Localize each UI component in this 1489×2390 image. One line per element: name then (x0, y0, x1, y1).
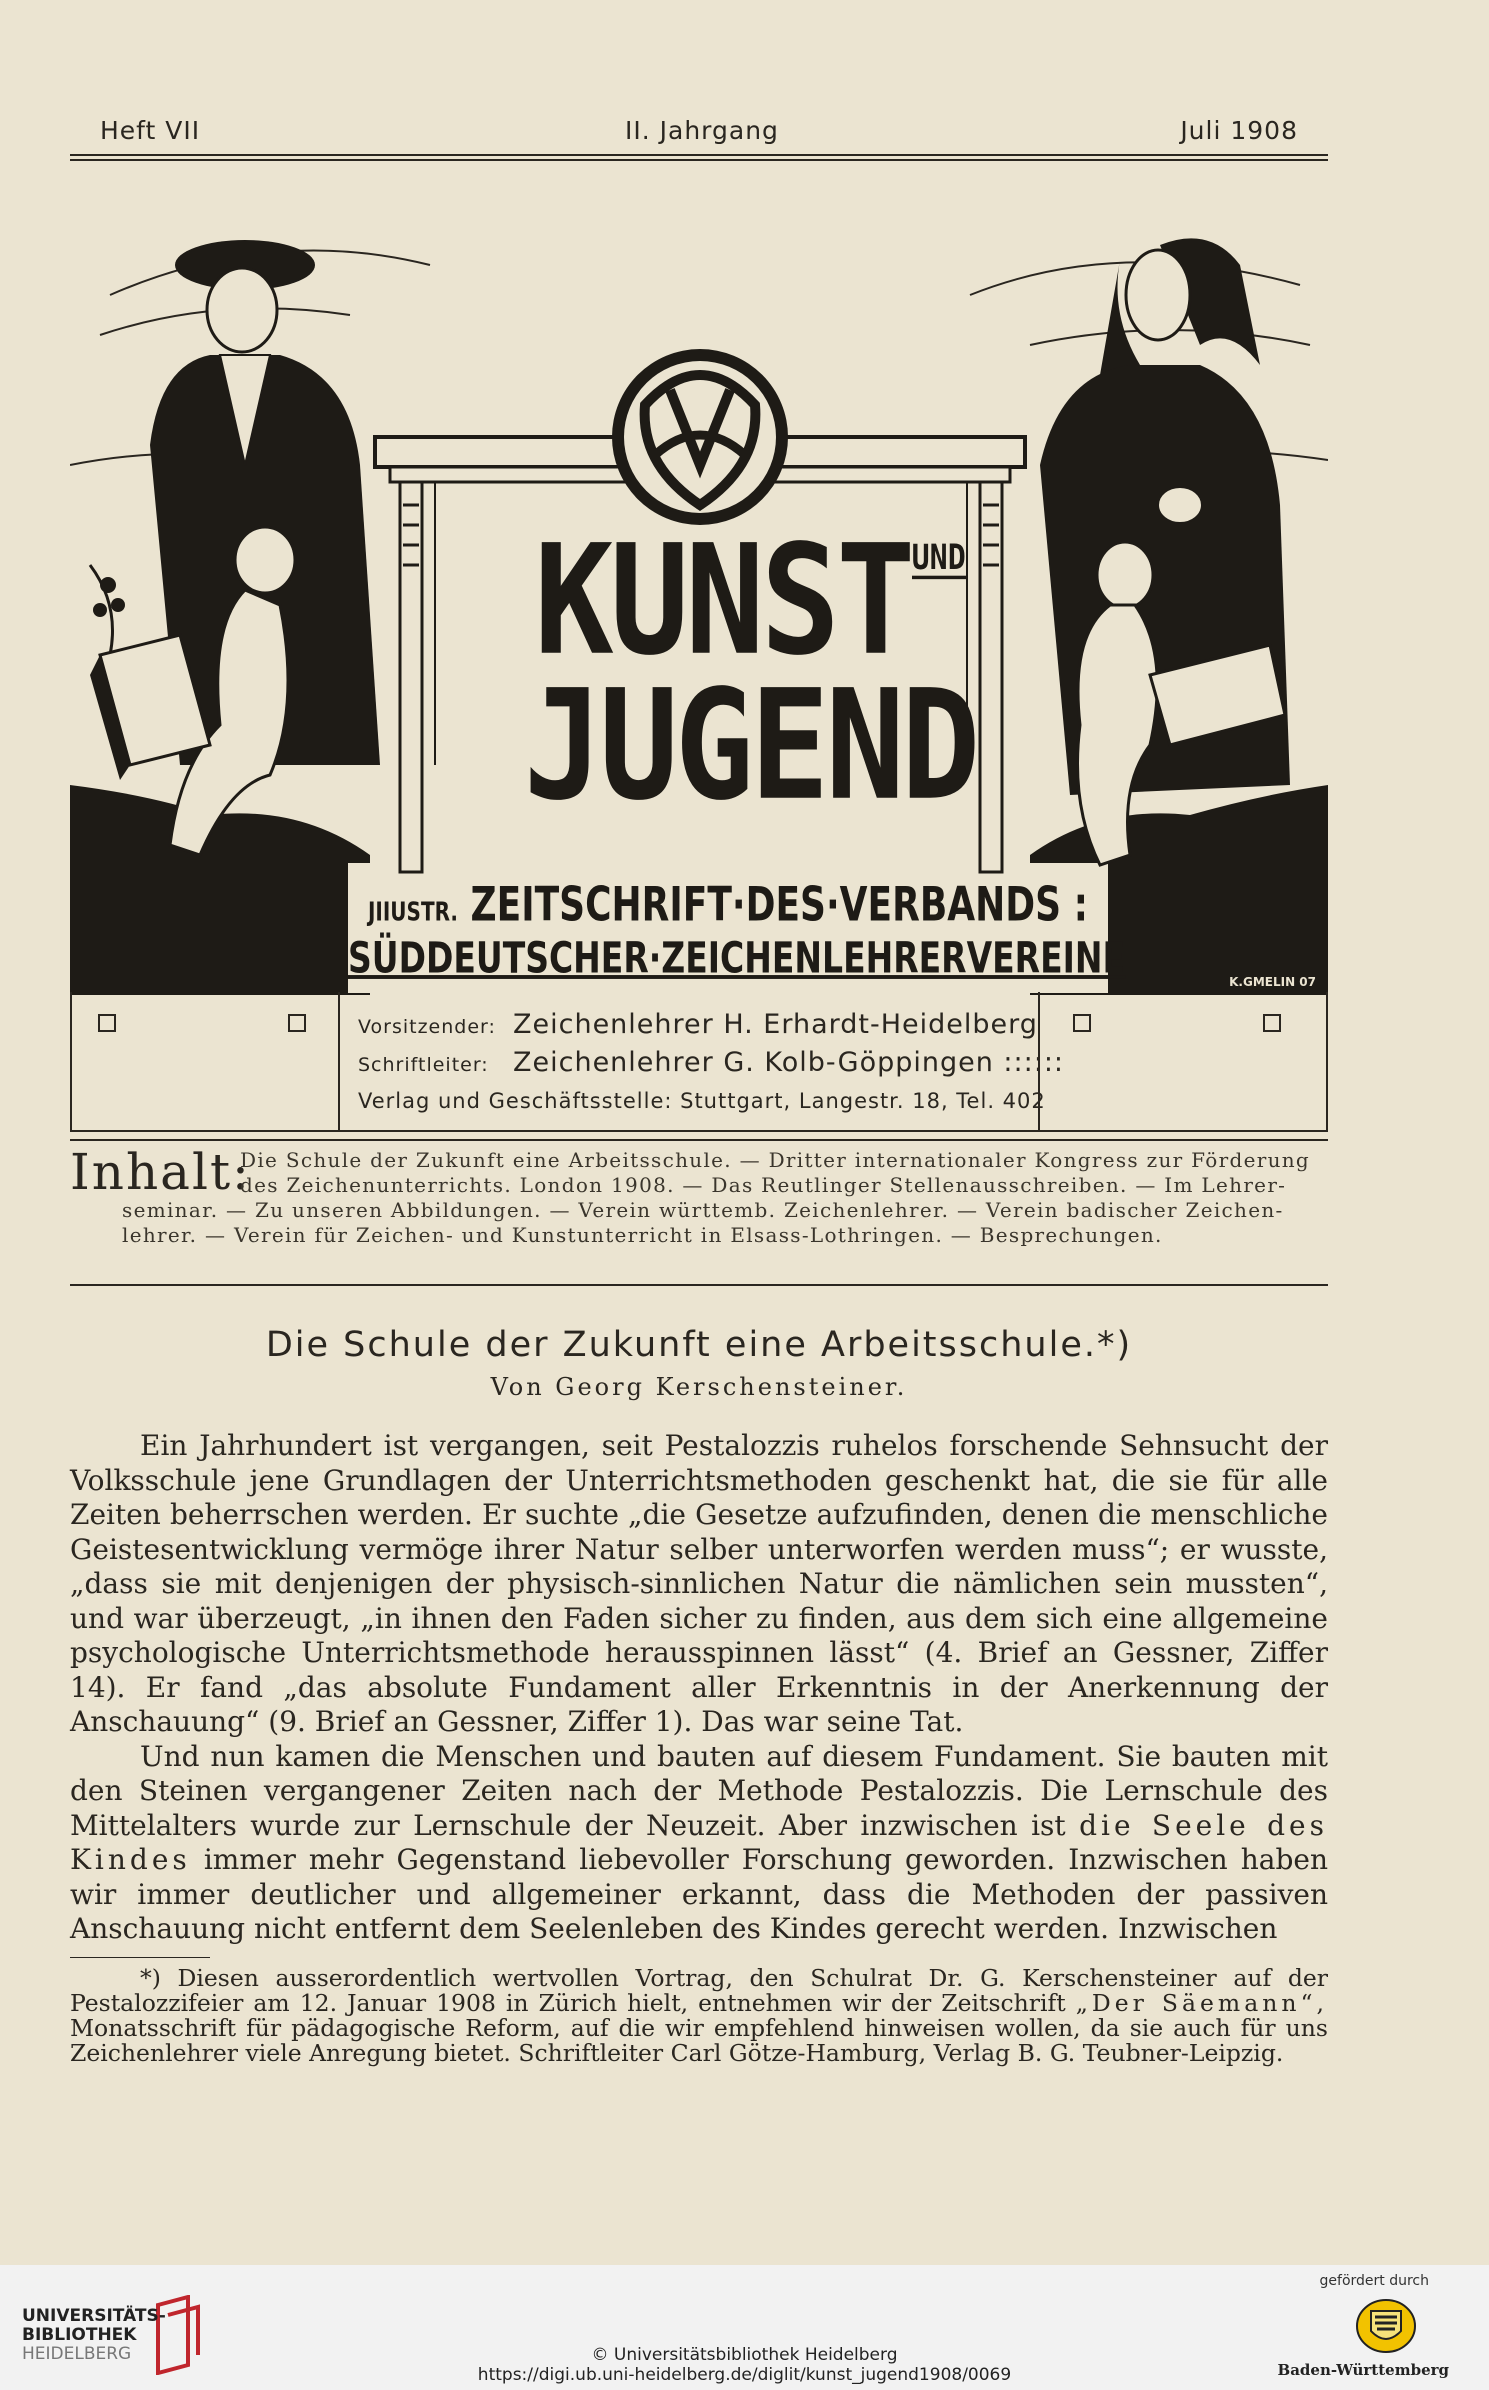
article-author: Von Georg Kerschensteiner. (490, 1373, 908, 1401)
library-name: UNIVERSITÄTS- BIBLIOTHEK HEIDELBERG (22, 2306, 166, 2364)
paragraph: Ein Jahrhundert ist vergangen, seit Pestalozzis ruhelos forschende Sehnsucht der Volksschule jene Grundlagen der Unterrichtsmethoden geschenkt hat, die sie für alle Zeiten beherrschen werden. Er suchte „die Gesetze aufzufinden, denen die menschliche Geistesentwicklung vermöge ihrer Natur selber unterworfen werden muss“; er wusste, „dass sie mit denjenigen der physisch-sinnlichen Natur die nämlichen sein mussten“, und war überzeugt, „in ihnen den Faden sicher zu finden, aus dem sich eine allgemeine psychologische Unterrichtsmethode herausspinnen lässt“ (4. Brief an Gessner, Ziffer 14). Er fand „das absolute Fundament aller Erkenntnis in der Anerkennung der Anschauung“ (9. Brief an Gessner, Ziffer 1). Das war seine Tat. (70, 1429, 1328, 1738)
contents-line: Die Schule der Zukunft eine Arbeitsschule. — Dritter internationaler Kongress zur Förderung (240, 1148, 1311, 1172)
article-body (70, 1429, 1328, 1947)
ornament-square (98, 1014, 116, 1032)
masthead-title-kunst: KUNSTUND (534, 512, 966, 690)
section-rule (70, 1284, 1328, 1286)
footnote: *) Diesen ausserordentlich wertvollen Vortrag, den Schulrat Dr. G. Kerschensteiner auf der Pestalozzifeier am 12. Januar 1908 in Zürich hielt, entnehmen wir der Zeitschrift „Der Säemann“, Monatsschrift für pädagogische Reform, auf die wir empfehlend hinweisen wollen, da sie auch für uns Zeichenlehrer viele Anregung bietet. Schriftleiter Carl Götze-Hamburg, Verlag B. G. Teubner-Leipzig. (70, 1963, 1328, 2067)
funded-by-label: gefördert durch (1319, 2273, 1429, 2289)
funder-name: Baden-Württemberg (1277, 2361, 1449, 2379)
contents-line: seminar. — Zu unseren Abbildungen. — Verein württemb. Zeichenlehrer. — Verein badischer Zeichen- (122, 1198, 1284, 1222)
chair-value: Zeichenlehrer H. Erhardt-Heidelberg (513, 1009, 1038, 1040)
editor-label: Schriftleiter: (358, 1054, 489, 1076)
contents-line: lehrer. — Verein für Zeichen- und Kunstunterricht in Elsass-Lothringen. — Besprechungen. (122, 1223, 1163, 1247)
paragraph: Und nun kamen die Menschen und bauten auf diesem Fundament. Sie bauten mit den Steinen vergangener Zeiten nach der Methode Pestalozzis. Die Lernschule des Mittelalters wurde zur Lernschule der Neuzeit. Aber inzwischen ist die Seele des Kindes immer mehr Gegenstand liebevoller Forschung geworden. Inzwischen haben wir immer deutlicher und allgemeiner erkannt, dass die Methoden der passiven Anschauung nicht entfernt dem Seelenleben des Kindes gerecht werden. Inzwischen (70, 1739, 1328, 1945)
box-divider (338, 992, 340, 1130)
header-rule (70, 154, 1328, 156)
publisher-line: Verlag und Geschäftsstelle: Stuttgart, Langestr. 18, Tel. 402 (358, 1089, 1046, 1113)
source-url[interactable]: https://digi.ub.uni-heidelberg.de/diglit/kunst_jugend1908/0069 (477, 2365, 1012, 2385)
chair-label: Vorsitzender: (358, 1016, 496, 1038)
emphasis-spaced: die Seele des Kindes (70, 1808, 1328, 1876)
article-title: Die Schule der Zukunft eine Arbeitsschule.*) (265, 1325, 1133, 1365)
masthead-illustration (70, 205, 1328, 1113)
ornament-square (1073, 1014, 1091, 1032)
masthead-subtitle-1: JIIUSTR. ZEITSCHRIFT·DES·VERBANDS : (367, 878, 1088, 933)
ornament-square (1263, 1014, 1281, 1032)
editor-value: Zeichenlehrer G. Kolb-Göppingen :::::: (513, 1047, 1065, 1078)
article (70, 1325, 1328, 2066)
contents-list (70, 1148, 1328, 1248)
journal-name: „Der Säemann“, (1075, 1988, 1328, 2017)
footnote-rule (70, 1957, 210, 1958)
masthead-info-box (70, 992, 1328, 1132)
contents-heading: Inhalt: (70, 1143, 251, 1201)
masthead-subtitle-2: SÜDDEUTSCHER·ZEICHENLEHRERVEREINE (348, 932, 1126, 983)
digitization-footer (0, 2265, 1489, 2390)
running-header (70, 112, 1328, 152)
box-border (70, 992, 72, 1130)
contents-line: des Zeichenunterrichts. London 1908. — Das Reutlinger Stellenausschreiben. — Im Lehrer- (240, 1173, 1287, 1197)
ornament-square (288, 1014, 306, 1032)
copyright-text: © Universitätsbibliothek Heidelberg (591, 2345, 898, 2365)
issue-number: Heft VII (100, 116, 201, 145)
volume-year: II. Jahrgang (625, 116, 779, 145)
baden-wuerttemberg-crest-icon (1355, 2295, 1417, 2357)
masthead-credits (358, 1006, 1065, 1120)
box-border (1326, 992, 1328, 1130)
issue-date: Juli 1908 (1180, 116, 1298, 145)
header-rule (70, 159, 1328, 161)
artist-signature: K.GMELIN 07 (1229, 975, 1316, 989)
section-rule (70, 1139, 1328, 1141)
masthead-title-und: UND (911, 537, 966, 578)
masthead-title-jugend: JUGEND (523, 657, 977, 835)
